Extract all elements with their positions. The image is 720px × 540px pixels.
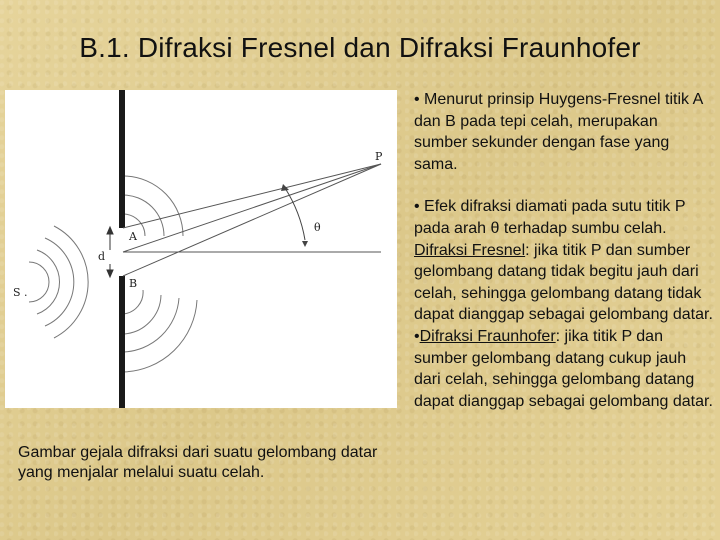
fraunhofer-text: : jika titik P dan sumber gelombang datang cukup jauh dari celah, sehingga gelombang datang dapat dianggap sebagai gelombang datar. (414, 327, 713, 410)
slit-wall-top (119, 90, 125, 228)
incident-wavefront (29, 262, 49, 302)
figure-caption: Gambar gejala difraksi dari suatu gelombang datar yang menjalar melalui suatu celah. (18, 444, 378, 481)
fresnel-term: Difraksi Fresnel (414, 241, 526, 259)
fraunhofer-bullet: • (414, 327, 420, 345)
diffraction-diagram (5, 90, 397, 408)
fresnel-definition (414, 240, 714, 326)
slide-title: B.1. Difraksi Fresnel dan Difraksi Fraunhofer (79, 32, 641, 63)
diffracted-wavefront-b (123, 298, 179, 352)
slit-wall-bottom (119, 276, 125, 408)
diffracted-wavefront-b (123, 300, 197, 372)
bullet-diffraction-effect: • Efek difraksi diamati pada sutu titik P pada arah θ terhadap sumbu celah. (414, 198, 686, 237)
incident-wavefront (37, 250, 60, 314)
label-b: B (129, 277, 138, 290)
fraunhofer-definition (414, 326, 714, 412)
ray-a-to-p (123, 164, 381, 228)
bullet-huygens: • Menurut prinsip Huygens-Fresnel titik A dan B pada tepi celah, merupakan sumber sekunder dengan fase yang sama. (414, 91, 703, 173)
fraunhofer-term: Difraksi Fraunhofer (419, 327, 556, 345)
label-theta: θ (314, 221, 321, 234)
diffracted-wavefront-b (123, 295, 161, 334)
ray-b-to-p (123, 164, 381, 276)
explanation-text (414, 89, 714, 412)
label-p: P (375, 150, 383, 163)
diffracted-wavefront-a (125, 176, 183, 236)
label-d: d (98, 250, 106, 263)
label-s: S . (13, 286, 28, 299)
ray-mid-to-p (123, 164, 381, 252)
fresnel-text: : jika titik P dan sumber gelombang datang tidak begitu jauh dari celah, sehingga gelombang datang tidak dapat dianggap sebagai gelombang datar. (414, 241, 713, 324)
label-a: A (129, 230, 137, 243)
diffracted-wavefront-b (123, 290, 143, 314)
